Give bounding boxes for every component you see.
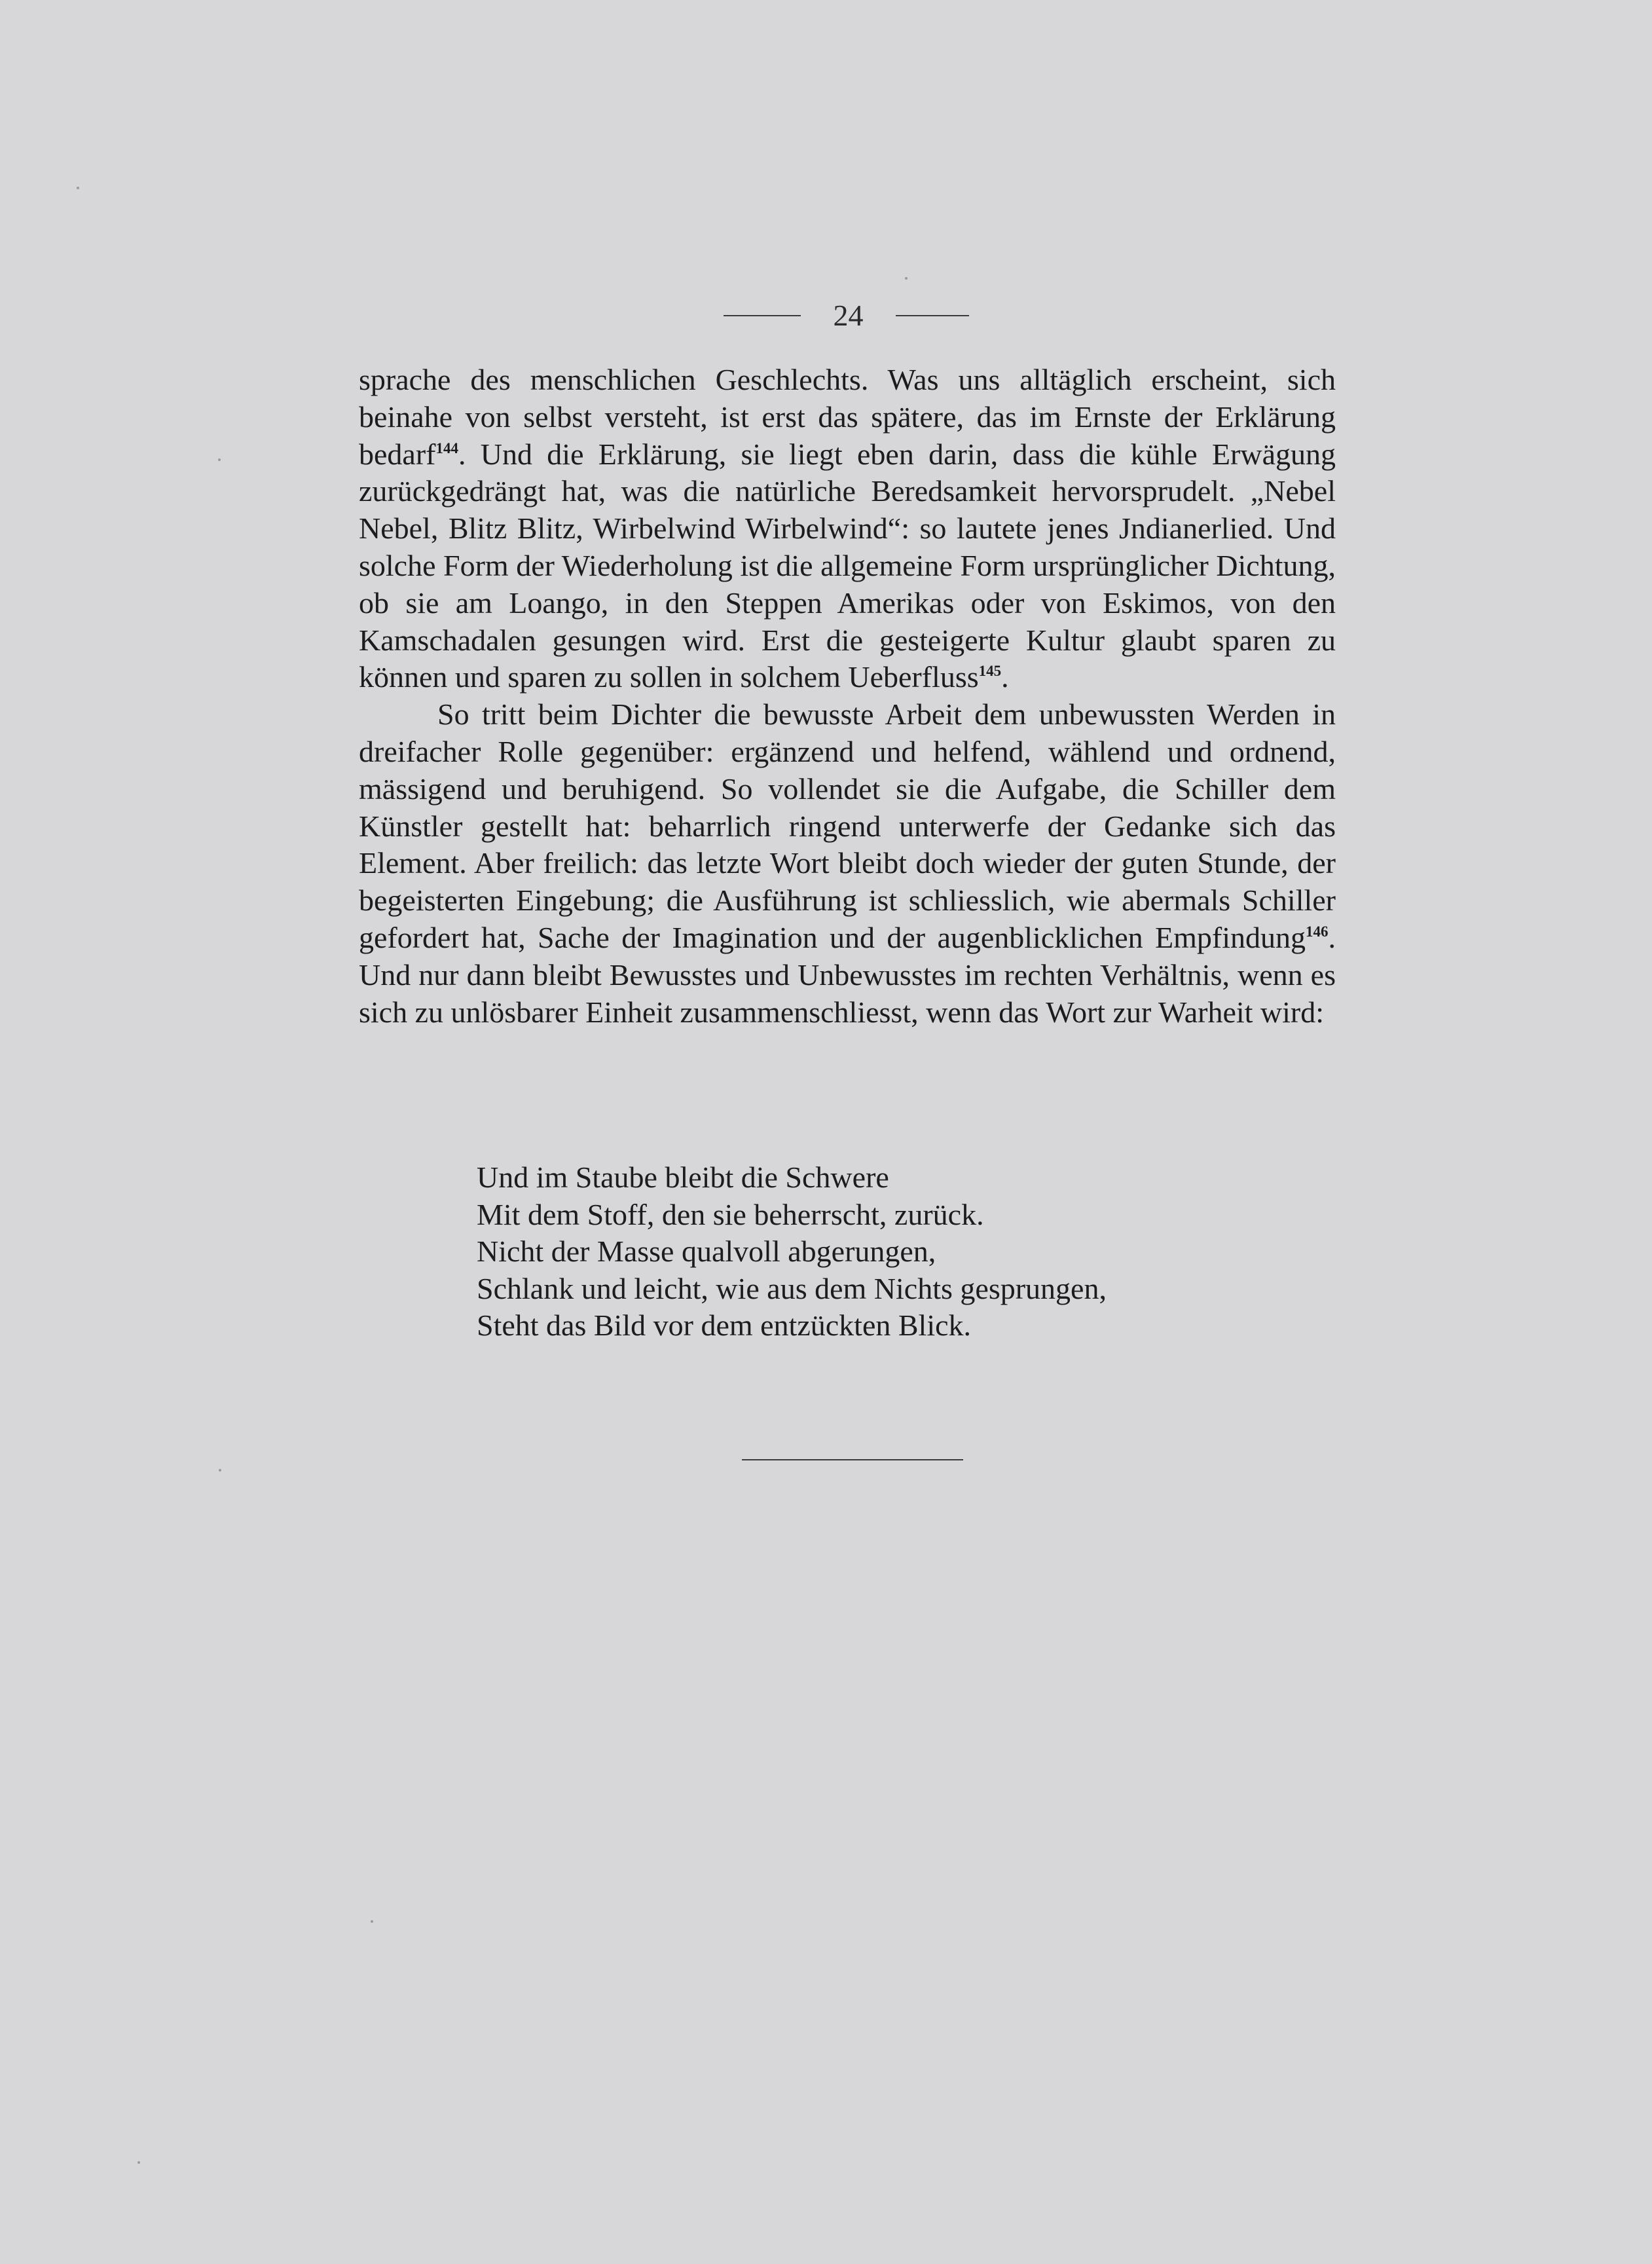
poem-line: Mit dem Stoff, den sie beherrscht, zurück.: [477, 1197, 984, 1231]
header-rule-right: [896, 315, 969, 316]
end-rule: [742, 1459, 963, 1460]
paper-speck: [77, 187, 79, 189]
paper-speck: [371, 1920, 373, 1923]
paper-speck: [218, 458, 221, 461]
poem-quote: [477, 1159, 1328, 1345]
page-number: 24: [833, 299, 864, 332]
footnote-marker: 146: [1306, 923, 1329, 940]
paper-speck: [905, 277, 908, 280]
poem-line: Schlank und leicht, wie aus dem Nichts gesprungen,: [477, 1271, 1107, 1305]
paper-speck: [138, 2161, 140, 2164]
page-header: [0, 298, 1652, 337]
poem-line: Nicht der Masse qualvoll abgerungen,: [477, 1234, 936, 1268]
footnote-marker: 144: [435, 439, 458, 456]
body-text: [359, 362, 1336, 1031]
footnote-marker: 145: [978, 663, 1002, 680]
poem-line: Steht das Bild vor dem entzückten Blick.: [477, 1308, 972, 1342]
paper-speck: [219, 1469, 221, 1472]
header-rule-left: [724, 315, 801, 316]
paragraph-1: sprache des menschlichen Geschlechts. Was uns alltäglich erscheint, sich beinahe von selbst versteht, ist erst das spätere, das im Ernste der Erklärung bedarf$^{144}$. Und die Erklärung, sie liegt eben darin, dass die kühle Erwägung zurückgedrängt hat, was die natürliche Beredsamkeit hervorsprudelt. „Nebel Nebel, Blitz Blitz, Wirbelwind Wirbelwind“: so lautete jenes Jndianerlied. Und solche Form der Wiederholung ist die allgemeine Form ursprünglicher Dichtung, ob sie am Loango, in den Steppen Amerikas oder von Eskimos, von den Kamschadalen gesungen wird. Erst die gesteigerte Kultur glaubt sparen zu können und sparen zu sollen in solchem Ueberfluss$^{145}$.: [359, 363, 1336, 694]
paragraph-2: So tritt beim Dichter die bewusste Arbeit dem unbewussten Werden in dreifacher Rolle gegenüber: ergänzend und helfend, wählend und ordnend, mässigend und beruhigend. So vollendet sie die Aufgabe, die Schiller dem Künstler gestellt hat: beharrlich ringend unterwerfe der Gedanke sich das Element. Aber freilich: das letzte Wort bleibt doch wieder der guten Stunde, der begeisterten Eingebung; die Ausführung ist schliesslich, wie abermals Schiller gefordert hat, Sache der Imagination und der augenblicklichen Empfindung$^{146}$. Und nur dann bleibt Bewusstes und Unbewusstes im rechten Verhältnis, wenn es sich zu unlösbarer Einheit zusammenschliesst, wenn das Wort zur Warheit wird:: [359, 697, 1336, 1029]
poem-line: Und im Staube bleibt die Schwere: [477, 1160, 889, 1194]
